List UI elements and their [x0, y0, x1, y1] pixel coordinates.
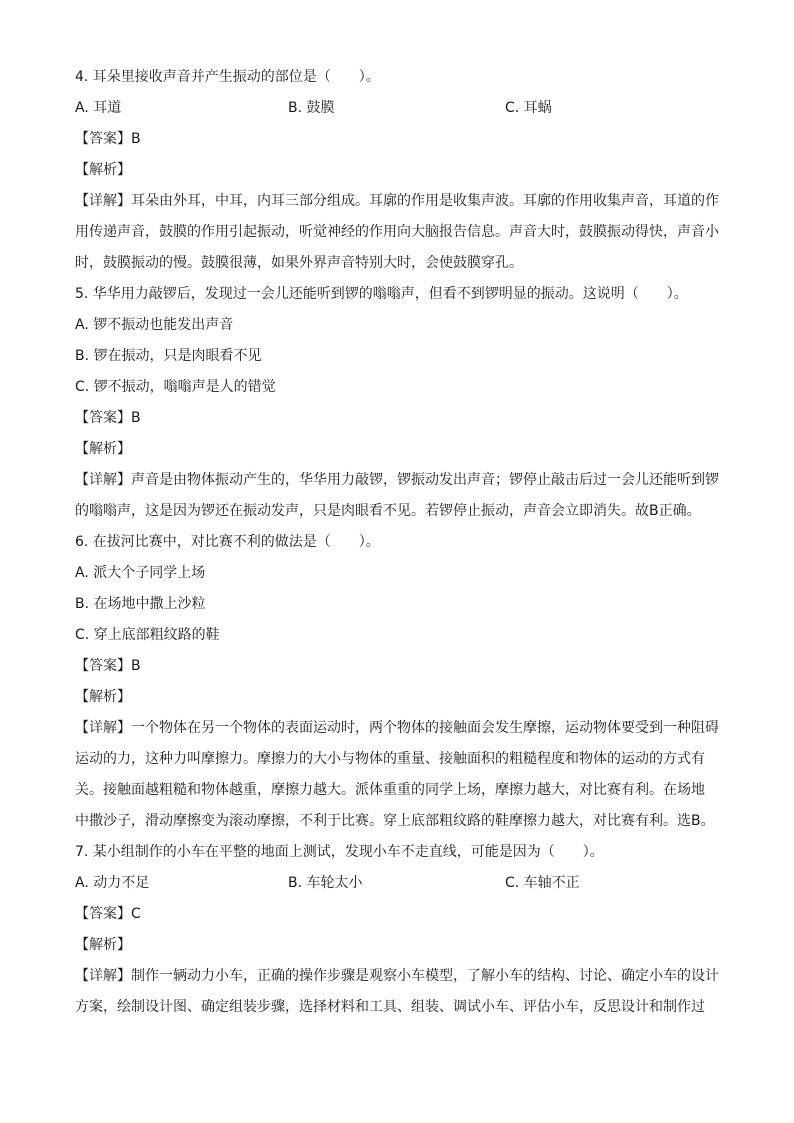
question-4-answer: 【答案】B: [75, 131, 141, 147]
question-5-option-a: A. 锣不振动也能发出声音: [75, 317, 234, 333]
question-6-option-b: B. 在场地中撒上沙粒: [75, 596, 206, 612]
question-4-detail: [75, 186, 719, 279]
question-5-option-c: C. 锣不振动，嗡嗡声是人的错觉: [75, 379, 276, 395]
question-7-answer: 【答案】C: [75, 906, 141, 922]
question-4-stem: 4. 耳朵里接收声音并产生振动的部位是（ ）。: [75, 69, 380, 85]
question-6-detail-line: 关。接触面越粗糙和物体越重，摩擦力越大。派体重重的同学上场，摩擦力越大，对比赛有利。在场地: [75, 782, 705, 798]
question-5-answer: 【答案】B: [75, 410, 141, 426]
question-5-detail-line: 的嗡嗡声，这是因为锣还在振动发声，只是肉眼看不见。若锣停止振动，声音会立即消失。故B正确。: [75, 503, 701, 519]
question-4-detail-line: 【详解】耳朵由外耳，中耳，内耳三部分组成。耳廓的作用是收集声波。耳廓的作用收集声音，耳道的作: [75, 193, 719, 209]
question-7-option-a: A. 动力不足: [75, 875, 150, 891]
question-6-answer: 【答案】B: [75, 658, 141, 674]
question-6-detail-line: 中撒沙子，滑动摩擦变为滚动摩擦，不利于比赛。穿上底部粗纹路的鞋摩擦力越大，对比赛有利。选B。: [75, 813, 715, 829]
question-7-detail: [75, 961, 719, 1023]
question-5-detail: [75, 465, 719, 527]
question-4-option-a: A. 耳道: [75, 100, 122, 116]
question-7-detail-line: 方案，绘制设计图、确定组装步骤，选择材料和工具、组装、调试小车、评估小车，反思设计和制作过: [75, 999, 705, 1015]
question-7-options: [75, 868, 715, 899]
question-6-detail-line: 【详解】一个物体在另一个物体的表面运动时，两个物体的接触面会发生摩擦，运动物体要受到一种阻碍: [75, 720, 719, 736]
question-5-detail-line: 【详解】声音是由物体振动产生的，华华用力敲锣，锣振动发出声音；锣停止敲击后过一会儿还能听到锣: [75, 472, 719, 488]
question-6-option-a: A. 派大个子同学上场: [75, 565, 206, 581]
question-7-analysis-label: 【解析】: [75, 937, 131, 953]
question-4-option-b: B. 鼓膜: [288, 100, 335, 116]
question-5-analysis-label: 【解析】: [75, 441, 131, 457]
question-6-analysis-label: 【解析】: [75, 689, 131, 705]
question-7-detail-line: 【详解】制作一辆动力小车，正确的操作步骤是观察小车模型，了解小车的结构、讨论、确定小车的设计: [75, 968, 719, 984]
question-4-option-c: C. 耳蜗: [505, 100, 552, 116]
question-6-option-c: C. 穿上底部粗纹路的鞋: [75, 627, 220, 643]
question-4-options: [75, 93, 715, 124]
question-6-stem: 6. 在拔河比赛中，对比赛不利的做法是（ ）。: [75, 534, 380, 550]
question-5-stem: 5. 华华用力敲锣后，发现过一会儿还能听到锣的嗡嗡声，但看不到锣明显的振动。这说明（ ）。: [75, 286, 688, 302]
document-content: [75, 62, 719, 1023]
question-7-option-b: B. 车轮太小: [288, 875, 363, 891]
question-6-detail-line: 运动的力，这种力叫摩擦力。摩擦力的大小与物体的重量、接触面积的粗糙程度和物体的运动的方式有: [75, 751, 705, 767]
question-4-detail-line: 时，鼓膜振动的慢。鼓膜很薄，如果外界声音特别大时，会使鼓膜穿孔。: [75, 255, 523, 271]
question-7-stem: 7. 某小组制作的小车在平整的地面上测试，发现小车不走直线，可能是因为（ ）。: [75, 844, 604, 860]
question-4-detail-line: 用传递声音，鼓膜的作用引起振动，听觉神经的作用向大脑报告信息。声音大时，鼓膜振动得快，声音小: [75, 224, 719, 240]
question-6-detail: [75, 713, 719, 837]
question-5-option-b: B. 锣在振动，只是肉眼看不见: [75, 348, 262, 364]
question-4-analysis-label: 【解析】: [75, 162, 131, 178]
question-7-option-c: C. 车轴不正: [505, 875, 580, 891]
